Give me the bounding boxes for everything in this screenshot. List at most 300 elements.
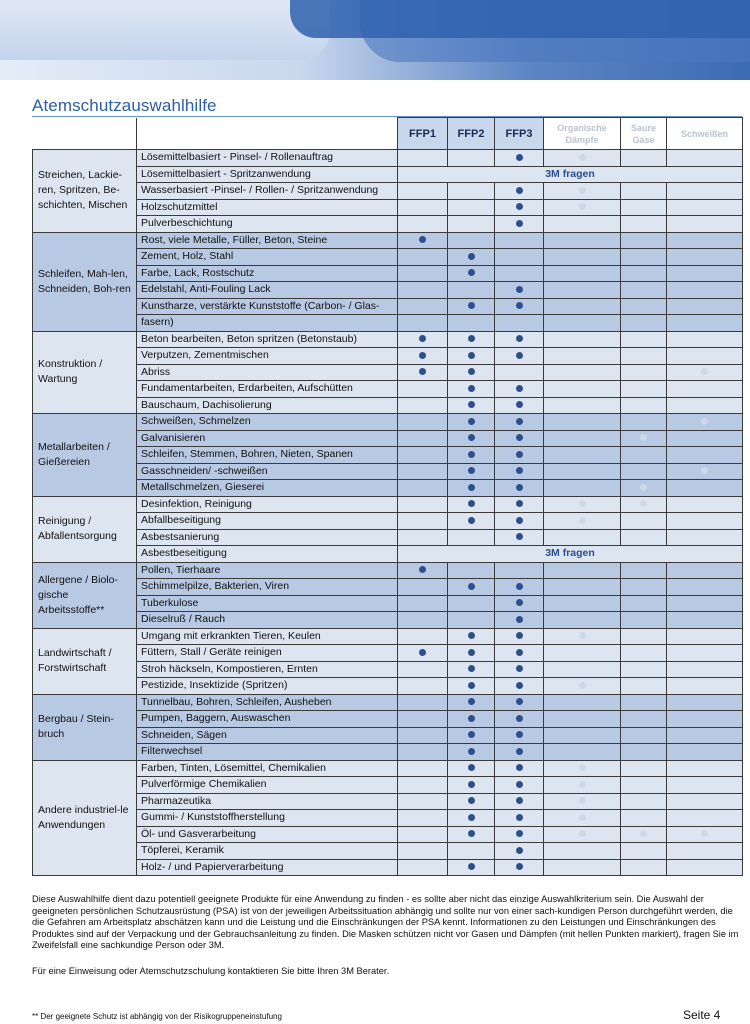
rating-cell — [448, 463, 495, 480]
rating-cell — [495, 150, 544, 167]
application-cell: Schweißen, Schmelzen — [137, 414, 398, 431]
rating-cell — [667, 249, 743, 266]
rating-cell — [621, 694, 667, 711]
rating-cell — [448, 711, 495, 728]
table-row — [33, 430, 743, 447]
rating-cell — [398, 513, 448, 530]
rating-cell — [398, 430, 448, 447]
gas-vapour-dot-icon — [701, 467, 708, 474]
application-cell: Füttern, Stall / Geräte reinigen — [137, 645, 398, 662]
header-ffp2: FFP2 — [448, 118, 495, 150]
rating-cell — [495, 298, 544, 315]
table-row — [33, 595, 743, 612]
gas-vapour-dot-icon — [701, 368, 708, 375]
rating-cell — [495, 678, 544, 695]
suitable-dot-icon — [516, 830, 523, 837]
rating-cell — [398, 760, 448, 777]
rating-cell — [667, 282, 743, 299]
category-cell: Bergbau / Stein-bruch — [33, 694, 137, 760]
rating-cell — [448, 843, 495, 860]
gas-vapour-dot-icon — [579, 682, 586, 689]
rating-cell — [621, 183, 667, 200]
ask-3m-cell: 3M fragen — [398, 166, 743, 183]
application-cell: Gasschneiden/ -schweißen — [137, 463, 398, 480]
rating-cell — [621, 232, 667, 249]
application-cell: Tuberkulose — [137, 595, 398, 612]
table-row — [33, 826, 743, 843]
suitable-dot-icon — [468, 830, 475, 837]
rating-cell — [544, 678, 621, 695]
suitable-dot-icon — [516, 187, 523, 194]
suitable-dot-icon — [468, 484, 475, 491]
rating-cell — [667, 810, 743, 827]
suitable-dot-icon — [516, 583, 523, 590]
rating-cell — [495, 232, 544, 249]
application-cell: Kunstharze, verstärkte Kunststoffe (Carbon- / Glas- — [137, 298, 398, 315]
rating-cell — [448, 199, 495, 216]
rating-cell — [448, 348, 495, 365]
rating-cell — [495, 579, 544, 596]
gas-vapour-dot-icon — [640, 500, 647, 507]
rating-cell — [398, 364, 448, 381]
rating-cell — [544, 381, 621, 398]
suitable-dot-icon — [516, 302, 523, 309]
rating-cell — [495, 513, 544, 530]
rating-cell — [544, 529, 621, 546]
rating-cell — [621, 298, 667, 315]
rating-cell — [398, 595, 448, 612]
application-cell: Wasserbasiert -Pinsel- / Rollen- / Spritzanwendung — [137, 183, 398, 200]
rating-cell — [495, 414, 544, 431]
rating-cell — [667, 661, 743, 678]
rating-cell — [398, 348, 448, 365]
rating-cell — [667, 348, 743, 365]
contact-note: Für eine Einweisung oder Atemschutzschulung kontaktieren Sie bitte Ihren 3M Berater. — [32, 966, 390, 976]
rating-cell — [544, 216, 621, 233]
rating-cell — [495, 595, 544, 612]
rating-cell — [448, 430, 495, 447]
application-cell: Fundamentarbeiten, Erdarbeiten, Aufschütten — [137, 381, 398, 398]
table-row — [33, 744, 743, 761]
rating-cell — [495, 463, 544, 480]
suitable-dot-icon — [468, 649, 475, 656]
rating-cell — [667, 150, 743, 167]
rating-cell — [544, 562, 621, 579]
rating-cell — [448, 150, 495, 167]
rating-cell — [448, 265, 495, 282]
rating-cell — [495, 645, 544, 662]
application-cell: Umgang mit erkrankten Tieren, Keulen — [137, 628, 398, 645]
application-cell: Zement, Holz, Stahl — [137, 249, 398, 266]
gas-vapour-dot-icon — [701, 418, 708, 425]
rating-cell — [621, 150, 667, 167]
application-cell: Metallschmelzen, Gieserei — [137, 480, 398, 497]
rating-cell — [667, 364, 743, 381]
rating-cell — [398, 381, 448, 398]
rating-cell — [667, 463, 743, 480]
suitable-dot-icon — [516, 203, 523, 210]
rating-cell — [448, 282, 495, 299]
rating-cell — [495, 199, 544, 216]
rating-cell — [448, 645, 495, 662]
suitable-dot-icon — [468, 368, 475, 375]
rating-cell — [544, 348, 621, 365]
rating-cell — [544, 232, 621, 249]
rating-cell — [495, 282, 544, 299]
category-cell: Schleifen, Mah-len, Schneiden, Boh-ren — [33, 232, 137, 331]
rating-cell — [621, 826, 667, 843]
rating-cell — [398, 282, 448, 299]
suitable-dot-icon — [516, 616, 523, 623]
application-cell: Schneiden, Sägen — [137, 727, 398, 744]
table-row — [33, 166, 743, 183]
rating-cell — [448, 331, 495, 348]
rating-cell — [448, 826, 495, 843]
application-cell: Filterwechsel — [137, 744, 398, 761]
table-row — [33, 612, 743, 629]
suitable-dot-icon — [516, 154, 523, 161]
application-cell: Abriss — [137, 364, 398, 381]
rating-cell — [621, 678, 667, 695]
table-row — [33, 199, 743, 216]
rating-cell — [398, 694, 448, 711]
rating-cell — [495, 397, 544, 414]
rating-cell — [495, 843, 544, 860]
rating-cell — [667, 678, 743, 695]
rating-cell — [398, 628, 448, 645]
rating-cell — [544, 447, 621, 464]
suitable-dot-icon — [516, 665, 523, 672]
rating-cell — [398, 744, 448, 761]
gas-vapour-dot-icon — [579, 517, 586, 524]
table-row — [33, 480, 743, 497]
rating-cell — [544, 513, 621, 530]
rating-cell — [448, 612, 495, 629]
rating-cell — [667, 447, 743, 464]
suitable-dot-icon — [516, 467, 523, 474]
header-blank — [33, 118, 137, 150]
rating-cell — [621, 364, 667, 381]
rating-cell — [448, 694, 495, 711]
table-row — [33, 678, 743, 695]
rating-cell — [495, 447, 544, 464]
table-row — [33, 150, 743, 167]
suitable-dot-icon — [468, 451, 475, 458]
rating-cell — [398, 826, 448, 843]
category-cell: Konstruktion / Wartung — [33, 331, 137, 414]
rating-cell — [667, 232, 743, 249]
application-cell: Gummi- / Kunststoffherstellung — [137, 810, 398, 827]
gas-vapour-dot-icon — [640, 434, 647, 441]
gas-vapour-dot-icon — [701, 830, 708, 837]
table-row — [33, 579, 743, 596]
suitable-dot-icon — [516, 451, 523, 458]
rating-cell — [495, 348, 544, 365]
suitable-dot-icon — [516, 335, 523, 342]
rating-cell — [398, 199, 448, 216]
rating-cell — [495, 711, 544, 728]
table-row — [33, 298, 743, 315]
rating-cell — [495, 793, 544, 810]
rating-cell — [544, 265, 621, 282]
gas-vapour-dot-icon — [640, 484, 647, 491]
rating-cell — [448, 810, 495, 827]
suitable-dot-icon — [468, 500, 475, 507]
table-row — [33, 513, 743, 530]
rating-cell — [495, 628, 544, 645]
gas-vapour-dot-icon — [579, 187, 586, 194]
suitable-dot-icon — [468, 731, 475, 738]
rating-cell — [544, 645, 621, 662]
rating-cell — [667, 579, 743, 596]
suitable-dot-icon — [516, 401, 523, 408]
application-cell: Asbestbeseitigung — [137, 546, 398, 563]
table-row — [33, 331, 743, 348]
application-cell: Galvanisieren — [137, 430, 398, 447]
table-row — [33, 793, 743, 810]
header-blank — [137, 118, 398, 150]
suitable-dot-icon — [468, 434, 475, 441]
rating-cell — [667, 628, 743, 645]
header-acid-gases: Saure Gase — [621, 118, 667, 150]
suitable-dot-icon — [516, 748, 523, 755]
rating-cell — [544, 826, 621, 843]
rating-cell — [544, 430, 621, 447]
rating-cell — [544, 711, 621, 728]
rating-cell — [398, 645, 448, 662]
suitable-dot-icon — [516, 715, 523, 722]
rating-cell — [667, 777, 743, 794]
table-row — [33, 546, 743, 563]
rating-cell — [398, 463, 448, 480]
rating-cell — [448, 364, 495, 381]
rating-cell — [544, 331, 621, 348]
rating-cell — [621, 661, 667, 678]
rating-cell — [544, 199, 621, 216]
rating-cell — [398, 612, 448, 629]
rating-cell — [544, 579, 621, 596]
rating-cell — [621, 727, 667, 744]
ask-3m-cell: 3M fragen — [398, 546, 743, 563]
rating-cell — [448, 628, 495, 645]
rating-cell — [544, 298, 621, 315]
application-cell: Öl- und Gasverarbeitung — [137, 826, 398, 843]
rating-cell — [544, 727, 621, 744]
table-row — [33, 843, 743, 860]
rating-cell — [398, 232, 448, 249]
rating-cell — [398, 480, 448, 497]
suitable-dot-icon — [468, 682, 475, 689]
suitable-dot-icon — [419, 566, 426, 573]
application-cell: Bauschaum, Dachisolierung — [137, 397, 398, 414]
rating-cell — [621, 859, 667, 876]
suitable-dot-icon — [419, 649, 426, 656]
rating-cell — [621, 331, 667, 348]
rating-cell — [495, 216, 544, 233]
application-cell: Farbe, Lack, Rostschutz — [137, 265, 398, 282]
rating-cell — [544, 249, 621, 266]
rating-cell — [398, 678, 448, 695]
application-cell: Holz- / und Papierverarbeitung — [137, 859, 398, 876]
table-row — [33, 216, 743, 233]
suitable-dot-icon — [468, 632, 475, 639]
suitable-dot-icon — [419, 368, 426, 375]
suitable-dot-icon — [468, 385, 475, 392]
rating-cell — [667, 562, 743, 579]
rating-cell — [621, 513, 667, 530]
rating-cell — [544, 612, 621, 629]
rating-cell — [448, 678, 495, 695]
rating-cell — [398, 397, 448, 414]
table-row — [33, 249, 743, 266]
rating-cell — [544, 661, 621, 678]
rating-cell — [448, 183, 495, 200]
rating-cell — [667, 694, 743, 711]
rating-cell — [448, 480, 495, 497]
rating-cell — [448, 513, 495, 530]
suitable-dot-icon — [468, 401, 475, 408]
gas-vapour-dot-icon — [579, 781, 586, 788]
rating-cell — [621, 315, 667, 332]
rating-cell — [398, 711, 448, 728]
rating-cell — [621, 744, 667, 761]
rating-cell — [398, 414, 448, 431]
rating-cell — [621, 265, 667, 282]
suitable-dot-icon — [468, 517, 475, 524]
page-title: Atemschutzauswahlhilfe — [32, 96, 217, 115]
suitable-dot-icon — [516, 847, 523, 854]
application-cell: Pollen, Tierhaare — [137, 562, 398, 579]
table-row — [33, 232, 743, 249]
rating-cell — [667, 529, 743, 546]
suitable-dot-icon — [516, 286, 523, 293]
suitable-dot-icon — [468, 665, 475, 672]
rating-cell — [398, 150, 448, 167]
table-row — [33, 711, 743, 728]
rating-cell — [398, 216, 448, 233]
gas-vapour-dot-icon — [579, 797, 586, 804]
rating-cell — [544, 397, 621, 414]
rating-cell — [495, 694, 544, 711]
rating-cell — [544, 150, 621, 167]
rating-cell — [448, 529, 495, 546]
suitable-dot-icon — [516, 632, 523, 639]
rating-cell — [667, 793, 743, 810]
rating-cell — [544, 282, 621, 299]
rating-cell — [544, 744, 621, 761]
rating-cell — [448, 661, 495, 678]
rating-cell — [448, 562, 495, 579]
table-row — [33, 447, 743, 464]
rating-cell — [621, 711, 667, 728]
rating-cell — [495, 529, 544, 546]
rating-cell — [398, 447, 448, 464]
application-cell: Farben, Tinten, Lösemittel, Chemikalien — [137, 760, 398, 777]
suitable-dot-icon — [468, 583, 475, 590]
table-row — [33, 859, 743, 876]
table-row — [33, 562, 743, 579]
rating-cell — [621, 480, 667, 497]
rating-cell — [448, 447, 495, 464]
rating-cell — [495, 826, 544, 843]
table-row — [33, 727, 743, 744]
suitable-dot-icon — [468, 781, 475, 788]
disclaimer-paragraph: Diese Auswahlhilfe dient dazu potentiell geeignete Produkte für eine Anwendung zu finden - es sollte aber nicht das einzige Auswahlkriterium sein. Die Auswahl der geeigneten persönlichen Schutzausrüstung (PSA) ist von der jeweiligen Arbeitssituation abhängig und sollte nur von einer sach-kundigen Person durchgeführt werden, die die Gefahren am Arbeitsplatz abschätzen kann und die Leistung und die Einschränkungen der PSA kennt. Informationen zu den Leistungen und Einschränkungen des Produktes sind auf der Verpackung und der Gebrauchsanleitung zu finden. Die Masken schützen nicht vor Gasen und Dämpfen (mit hellen Punkten markiert), fragen Sie im Zweifelsfall eine sachkundige Person oder 3M. — [32, 894, 739, 951]
rating-cell — [621, 414, 667, 431]
table-row — [33, 529, 743, 546]
table-row — [33, 381, 743, 398]
gas-vapour-dot-icon — [579, 500, 586, 507]
application-cell: Abfallbeseitigung — [137, 513, 398, 530]
rating-cell — [495, 331, 544, 348]
gas-vapour-dot-icon — [579, 764, 586, 771]
suitable-dot-icon — [516, 698, 523, 705]
category-cell: Allergene / Biolo-gische Arbeitsstoffe** — [33, 562, 137, 628]
table-row — [33, 315, 743, 332]
application-cell: Holzschutzmittel — [137, 199, 398, 216]
rating-cell — [621, 612, 667, 629]
application-cell: Desinfektion, Reinigung — [137, 496, 398, 513]
rating-cell — [544, 760, 621, 777]
rating-cell — [544, 843, 621, 860]
rating-cell — [667, 612, 743, 629]
suitable-dot-icon — [516, 731, 523, 738]
rating-cell — [544, 859, 621, 876]
suitable-dot-icon — [468, 269, 475, 276]
rating-cell — [544, 463, 621, 480]
rating-cell — [495, 562, 544, 579]
table-row — [33, 348, 743, 365]
rating-cell — [544, 694, 621, 711]
rating-cell — [667, 744, 743, 761]
table-header-row — [33, 118, 743, 150]
rating-cell — [544, 496, 621, 513]
rating-cell — [621, 447, 667, 464]
rating-cell — [448, 414, 495, 431]
gas-vapour-dot-icon — [579, 814, 586, 821]
application-cell: Schimmelpilze, Bakterien, Viren — [137, 579, 398, 596]
rating-cell — [495, 612, 544, 629]
rating-cell — [495, 183, 544, 200]
rating-cell — [544, 595, 621, 612]
suitable-dot-icon — [468, 863, 475, 870]
rating-cell — [448, 727, 495, 744]
rating-cell — [495, 777, 544, 794]
rating-cell — [621, 579, 667, 596]
rating-cell — [667, 843, 743, 860]
rating-cell — [398, 661, 448, 678]
rating-cell — [621, 562, 667, 579]
rating-cell — [621, 595, 667, 612]
application-cell: Dieselruß / Rauch — [137, 612, 398, 629]
rating-cell — [398, 315, 448, 332]
rating-cell — [544, 628, 621, 645]
rating-cell — [448, 216, 495, 233]
rating-cell — [667, 397, 743, 414]
rating-cell — [621, 529, 667, 546]
gas-vapour-dot-icon — [579, 632, 586, 639]
application-cell: Edelstahl, Anti-Fouling Lack — [137, 282, 398, 299]
banner-shape — [0, 0, 330, 60]
footnote: ** Der geeignete Schutz ist abhängig von der Risikogruppeneinstufung — [32, 1012, 282, 1021]
rating-cell — [621, 463, 667, 480]
rating-cell — [621, 282, 667, 299]
table-row — [33, 810, 743, 827]
suitable-dot-icon — [468, 302, 475, 309]
suitable-dot-icon — [468, 698, 475, 705]
table-row — [33, 628, 743, 645]
rating-cell — [667, 331, 743, 348]
